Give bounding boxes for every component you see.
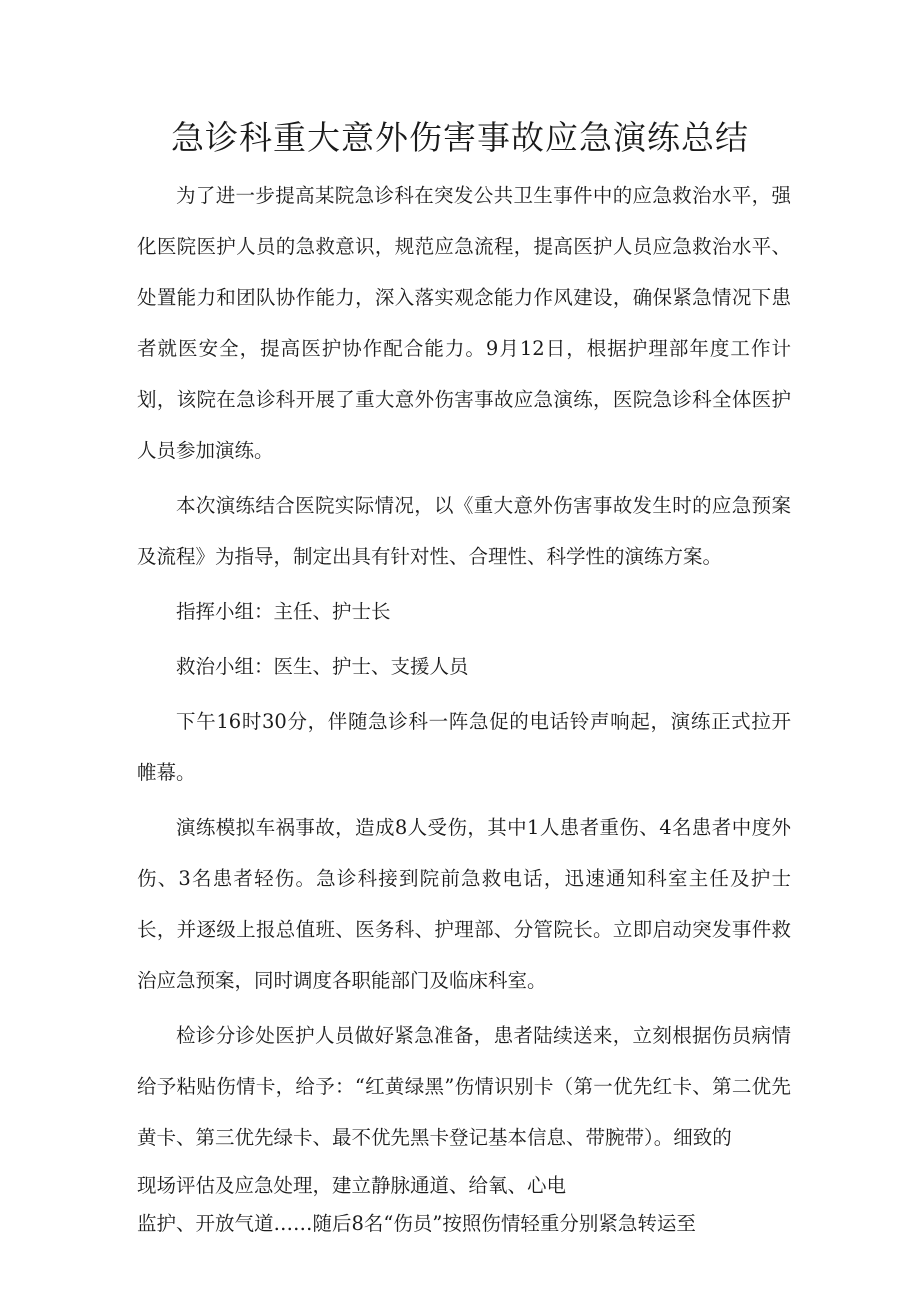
paragraph-rescue-group: 救治小组：医生、护士、支援人员 [176,655,469,678]
document-body [137,170,791,1243]
document-title: 急诊科重大意外伤害事故应急演练总结 [171,118,749,157]
paragraph-triage: 检诊分诊处医护人员做好紧急准备，患者陆续送来，立刻根据伤员病情给予粘贴伤情卡，给予：“红黄绿黑”伤情识别卡（第一优先红卡、第二优先黄卡、第三优先绿卡、最不优先黑卡登记基本信息、带腕带）。细致的 [137,1024,791,1149]
paragraph-tail-line-2: 监护、开放气道……随后8名“伤员”按照伤情轻重分别紧急转运至 [137,1212,696,1235]
paragraph-start: 下午16时30分，伴随急诊科一阵急促的电话铃声响起，演练正式拉开帷幕。 [137,710,791,784]
paragraph-tail-line-1: 现场评估及应急处理，建立静脉通道、给氧、心电 [137,1174,567,1197]
paragraph-scenario: 演练模拟车祸事故，造成8人受伤，其中1人患者重伤、4名患者中度外伤、3名患者轻伤。急诊科接到院前急救电话，迅速通知科室主任及护士长，并逐级上报总值班、医务科、护理部、分管院长。立即启动突发事件救治应急预案，同时调度各职能部门及临床科室。 [137,816,791,992]
paragraph-plan: 本次演练结合医院实际情况，以《重大意外伤害事故发生时的应急预案及流程》为指导，制定出具有针对性、合理性、科学性的演练方案。 [137,494,791,568]
paragraph-command-group: 指挥小组：主任、护士长 [176,600,391,623]
paragraph-intro: 为了进一步提高某院急诊科在突发公共卫生事件中的应急救治水平，强化医院医护人员的急救意识，规范应急流程，提高医护人员应急救治水平、处置能力和团队协作能力，深入落实观念能力作风建设，确保紧急情况下患者就医安全，提高医护协作配合能力。9月12日，根据护理部年度工作计划，该院在急诊科开展了重大意外伤害事故应急演练，医院急诊科全体医护人员参加演练。 [137,184,791,462]
